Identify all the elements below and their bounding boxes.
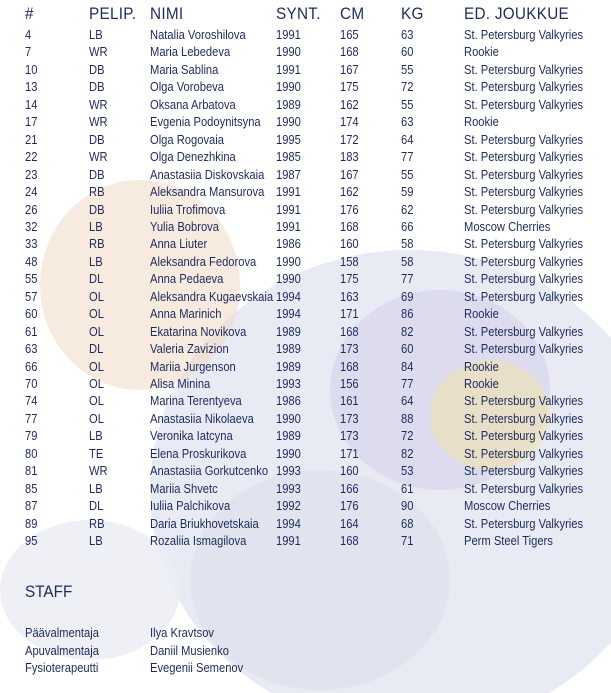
player-born: 1987 <box>276 166 301 182</box>
player-weight: 53 <box>401 463 414 479</box>
player-team: St. Petersburg Valkyries <box>464 515 584 531</box>
player-name: Aleksandra Kugaevskaia <box>150 288 274 304</box>
player-weight: 72 <box>401 79 414 95</box>
player-row <box>0 61 611 78</box>
player-number: 4 <box>25 27 32 42</box>
player-weight: 77 <box>401 271 414 287</box>
player-height: 183 <box>340 149 359 165</box>
player-position: DL <box>89 498 104 514</box>
player-row <box>0 427 611 444</box>
player-position: OL <box>89 288 104 304</box>
player-height: 162 <box>340 96 359 112</box>
staff-row <box>0 624 611 642</box>
player-team: Rookie <box>464 114 499 130</box>
player-born: 1989 <box>276 358 301 374</box>
player-position: DB <box>89 166 105 182</box>
player-born: 1992 <box>276 498 301 514</box>
player-born: 1991 <box>276 27 301 42</box>
player-born: 1993 <box>276 480 301 496</box>
player-weight: 63 <box>401 27 414 42</box>
player-position: WR <box>89 96 108 112</box>
header-born: SYNT. <box>276 4 321 23</box>
player-name: Marina Terentyeva <box>150 393 242 409</box>
player-position: WR <box>89 149 108 165</box>
player-row <box>0 235 611 252</box>
player-born: 1990 <box>276 44 301 60</box>
player-row <box>0 131 611 148</box>
player-born: 1993 <box>276 463 301 479</box>
player-name: Maria Lebedeva <box>150 44 231 60</box>
player-team: St. Petersburg Valkyries <box>464 271 584 287</box>
player-position: OL <box>89 358 104 374</box>
player-position: DB <box>89 131 105 147</box>
player-team: St. Petersburg Valkyries <box>464 480 584 496</box>
player-team: St. Petersburg Valkyries <box>464 410 584 426</box>
player-row <box>0 515 611 532</box>
player-height: 168 <box>340 44 359 60</box>
player-name: Anna Liuter <box>150 236 208 252</box>
header-position: PELIP. <box>89 4 137 23</box>
player-team: Moscow Cherries <box>464 498 551 514</box>
player-row <box>0 497 611 514</box>
player-name: Anna Marinich <box>150 306 222 322</box>
player-number: 89 <box>25 515 38 531</box>
player-name: Iuliia Trofimova <box>150 201 226 217</box>
player-born: 1989 <box>276 96 301 112</box>
player-number: 60 <box>25 306 38 322</box>
player-position: OL <box>89 410 104 426</box>
player-born: 1990 <box>276 445 301 461</box>
player-height: 168 <box>340 218 359 234</box>
player-weight: 90 <box>401 498 414 514</box>
player-team: St. Petersburg Valkyries <box>464 288 584 304</box>
player-weight: 77 <box>401 149 414 165</box>
player-born: 1986 <box>276 393 301 409</box>
player-team: Rookie <box>464 358 499 374</box>
player-number: 14 <box>25 96 38 112</box>
player-number: 95 <box>25 533 38 549</box>
player-team: St. Petersburg Valkyries <box>464 201 584 217</box>
player-row <box>0 26 611 43</box>
player-position: LB <box>89 428 103 444</box>
player-born: 1985 <box>276 149 301 165</box>
player-weight: 64 <box>401 131 414 147</box>
player-row <box>0 323 611 340</box>
player-team: St. Petersburg Valkyries <box>464 341 584 357</box>
player-born: 1993 <box>276 376 301 391</box>
player-height: 173 <box>340 410 359 426</box>
player-name: Anastasiia Nikolaeva <box>150 410 254 426</box>
player-position: WR <box>89 44 108 60</box>
player-weight: 72 <box>401 428 414 444</box>
player-weight: 71 <box>401 533 414 549</box>
player-number: 74 <box>25 393 38 409</box>
player-row <box>0 445 611 462</box>
player-name: Yulia Bobrova <box>150 218 220 234</box>
player-row <box>0 375 611 392</box>
staff-role: Apuvalmentaja <box>25 642 99 658</box>
player-name: Veronika Iatcyna <box>150 428 233 444</box>
player-name: Evgenia Podoynitsyna <box>150 114 261 130</box>
staff-role: Päävalmentaja <box>25 625 99 640</box>
player-team: Moscow Cherries <box>464 218 551 234</box>
player-height: 175 <box>340 271 359 287</box>
player-row <box>0 305 611 322</box>
player-height: 173 <box>340 341 359 357</box>
player-number: 24 <box>25 184 38 200</box>
player-team: St. Petersburg Valkyries <box>464 61 584 77</box>
player-position: DB <box>89 61 105 77</box>
player-number: 79 <box>25 428 38 444</box>
player-number: 66 <box>25 358 38 374</box>
player-height: 160 <box>340 463 359 479</box>
player-name: Olga Vorobeva <box>150 79 224 95</box>
player-name: Rozaliia Ismagilova <box>150 533 247 549</box>
player-number: 23 <box>25 166 38 182</box>
player-team: Rookie <box>464 306 499 322</box>
player-name: Valeria Zavizion <box>150 341 229 357</box>
player-number: 57 <box>25 288 38 304</box>
player-height: 162 <box>340 184 359 200</box>
player-weight: 55 <box>401 61 414 77</box>
player-name: Olga Denezhkina <box>150 149 236 165</box>
player-height: 163 <box>340 288 359 304</box>
player-number: 22 <box>25 149 38 165</box>
player-position: DB <box>89 79 105 95</box>
player-number: 13 <box>25 79 38 95</box>
player-number: 85 <box>25 480 38 496</box>
player-height: 165 <box>340 27 359 42</box>
player-row <box>0 78 611 95</box>
player-row <box>0 96 611 113</box>
staff-title: STAFF <box>25 582 73 601</box>
player-height: 171 <box>340 445 359 461</box>
player-row <box>0 532 611 549</box>
player-team: St. Petersburg Valkyries <box>464 184 584 200</box>
player-name: Olga Rogovaia <box>150 131 224 147</box>
player-number: 48 <box>25 253 38 269</box>
player-row <box>0 253 611 270</box>
player-name: Anna Pedaeva <box>150 271 224 287</box>
player-weight: 82 <box>401 323 414 339</box>
player-weight: 62 <box>401 201 414 217</box>
player-height: 168 <box>340 533 359 549</box>
player-born: 1990 <box>276 271 301 287</box>
staff-row <box>0 659 611 677</box>
player-height: 175 <box>340 79 359 95</box>
player-weight: 77 <box>401 376 414 391</box>
player-team: St. Petersburg Valkyries <box>464 79 584 95</box>
player-team: St. Petersburg Valkyries <box>464 393 584 409</box>
player-born: 1991 <box>276 61 301 77</box>
player-height: 174 <box>340 114 359 130</box>
player-height: 172 <box>340 131 359 147</box>
player-height: 166 <box>340 480 359 496</box>
player-position: TE <box>89 445 104 461</box>
staff-role: Fysioterapeutti <box>25 660 99 675</box>
player-born: 1995 <box>276 131 301 147</box>
player-weight: 58 <box>401 236 414 252</box>
player-position: RB <box>89 236 105 252</box>
player-weight: 84 <box>401 358 414 374</box>
player-height: 171 <box>340 306 359 322</box>
player-team: St. Petersburg Valkyries <box>464 428 584 444</box>
player-position: LB <box>89 218 103 234</box>
player-position: OL <box>89 393 104 409</box>
player-weight: 86 <box>401 306 414 322</box>
player-weight: 61 <box>401 480 414 496</box>
player-born: 1989 <box>276 428 301 444</box>
player-name: Elena Proskurikova <box>150 445 247 461</box>
player-name: Daria Briukhovetskaia <box>150 515 259 531</box>
player-height: 173 <box>340 428 359 444</box>
header-weight: KG <box>401 4 424 23</box>
player-number: 61 <box>25 323 38 339</box>
staff-name: Daniil Musienko <box>150 642 229 658</box>
player-name: Ekatarina Novikova <box>150 323 247 339</box>
header-height: CM <box>340 4 365 23</box>
player-weight: 82 <box>401 445 414 461</box>
player-born: 1991 <box>276 201 301 217</box>
player-name: Natalia Voroshilova <box>150 27 246 42</box>
player-position: WR <box>89 114 108 130</box>
player-position: DL <box>89 271 104 287</box>
player-name: Alisa Minina <box>150 376 211 391</box>
player-team: St. Petersburg Valkyries <box>464 27 584 42</box>
player-position: DL <box>89 341 104 357</box>
player-height: 158 <box>340 253 359 269</box>
player-team: St. Petersburg Valkyries <box>464 445 584 461</box>
player-name: Anastasiia Gorkutcenko <box>150 463 269 479</box>
player-number: 70 <box>25 376 38 391</box>
player-born: 1990 <box>276 114 301 130</box>
player-number: 32 <box>25 218 38 234</box>
player-height: 167 <box>340 61 359 77</box>
player-team: Rookie <box>464 44 499 60</box>
player-born: 1990 <box>276 410 301 426</box>
header-team: ED. JOUKKUE <box>464 4 569 23</box>
player-height: 156 <box>340 376 359 391</box>
player-number: 7 <box>25 44 32 60</box>
player-row <box>0 183 611 200</box>
player-position: LB <box>89 27 103 42</box>
player-name: Mariia Jurgenson <box>150 358 236 374</box>
player-weight: 60 <box>401 44 414 60</box>
player-born: 1989 <box>276 323 301 339</box>
player-row <box>0 218 611 235</box>
header-number: # <box>25 4 34 23</box>
player-born: 1986 <box>276 236 301 252</box>
player-position: DB <box>89 201 105 217</box>
player-number: 87 <box>25 498 38 514</box>
player-name: Mariia Shvetc <box>150 480 218 496</box>
player-weight: 55 <box>401 166 414 182</box>
player-position: LB <box>89 480 103 496</box>
player-team: Perm Steel Tigers <box>464 533 553 549</box>
player-number: 81 <box>25 463 38 479</box>
player-born: 1994 <box>276 515 301 531</box>
player-row <box>0 270 611 287</box>
roster-header <box>0 3 611 25</box>
player-row <box>0 166 611 183</box>
player-number: 21 <box>25 131 38 147</box>
player-height: 168 <box>340 323 359 339</box>
player-row <box>0 148 611 165</box>
player-name: Oksana Arbatova <box>150 96 236 112</box>
player-born: 1994 <box>276 288 301 304</box>
player-row <box>0 410 611 427</box>
player-height: 176 <box>340 201 359 217</box>
player-born: 1991 <box>276 184 301 200</box>
staff-row <box>0 642 611 660</box>
staff-name: Evegenii Semenov <box>150 660 244 675</box>
player-weight: 88 <box>401 410 414 426</box>
player-number: 77 <box>25 410 38 426</box>
player-row <box>0 462 611 479</box>
player-team: St. Petersburg Valkyries <box>464 131 584 147</box>
player-row <box>0 113 611 130</box>
player-row <box>0 358 611 375</box>
player-team: St. Petersburg Valkyries <box>464 253 584 269</box>
player-born: 1991 <box>276 533 301 549</box>
player-weight: 66 <box>401 218 414 234</box>
player-team: St. Petersburg Valkyries <box>464 166 584 182</box>
player-position: WR <box>89 463 108 479</box>
player-weight: 63 <box>401 114 414 130</box>
player-name: Maria Sablina <box>150 61 219 77</box>
player-row <box>0 201 611 218</box>
player-weight: 60 <box>401 341 414 357</box>
player-number: 10 <box>25 61 38 77</box>
player-team: St. Petersburg Valkyries <box>464 463 584 479</box>
player-number: 80 <box>25 445 38 461</box>
player-team: St. Petersburg Valkyries <box>464 96 584 112</box>
player-position: OL <box>89 376 104 391</box>
header-name: NIMI <box>150 4 184 23</box>
player-born: 1991 <box>276 218 301 234</box>
player-number: 63 <box>25 341 38 357</box>
player-team: St. Petersburg Valkyries <box>464 149 584 165</box>
player-position: LB <box>89 533 103 549</box>
player-row <box>0 340 611 357</box>
player-height: 164 <box>340 515 359 531</box>
player-name: Anastasiia Diskovskaia <box>150 166 265 182</box>
player-born: 1990 <box>276 79 301 95</box>
player-position: RB <box>89 515 105 531</box>
player-name: Aleksandra Mansurova <box>150 184 265 200</box>
player-weight: 68 <box>401 515 414 531</box>
player-number: 33 <box>25 236 38 252</box>
player-weight: 64 <box>401 393 414 409</box>
player-height: 160 <box>340 236 359 252</box>
player-name: Aleksandra Fedorova <box>150 253 257 269</box>
player-number: 55 <box>25 271 38 287</box>
player-name: Iuliia Palchikova <box>150 498 231 514</box>
player-row <box>0 392 611 409</box>
player-weight: 69 <box>401 288 414 304</box>
player-row <box>0 43 611 60</box>
player-weight: 58 <box>401 253 414 269</box>
player-weight: 59 <box>401 184 414 200</box>
player-number: 17 <box>25 114 38 130</box>
player-height: 168 <box>340 358 359 374</box>
player-team: St. Petersburg Valkyries <box>464 236 584 252</box>
player-position: LB <box>89 253 103 269</box>
player-row <box>0 288 611 305</box>
player-team: Rookie <box>464 376 499 391</box>
player-team: St. Petersburg Valkyries <box>464 323 584 339</box>
player-position: OL <box>89 323 104 339</box>
player-born: 1990 <box>276 253 301 269</box>
staff-name: Ilya Kravtsov <box>150 625 215 640</box>
player-position: RB <box>89 184 105 200</box>
player-weight: 55 <box>401 96 414 112</box>
player-number: 26 <box>25 201 38 217</box>
player-born: 1989 <box>276 341 301 357</box>
player-row <box>0 480 611 497</box>
player-height: 161 <box>340 393 359 409</box>
player-height: 167 <box>340 166 359 182</box>
player-height: 176 <box>340 498 359 514</box>
player-position: OL <box>89 306 104 322</box>
player-born: 1994 <box>276 306 301 322</box>
